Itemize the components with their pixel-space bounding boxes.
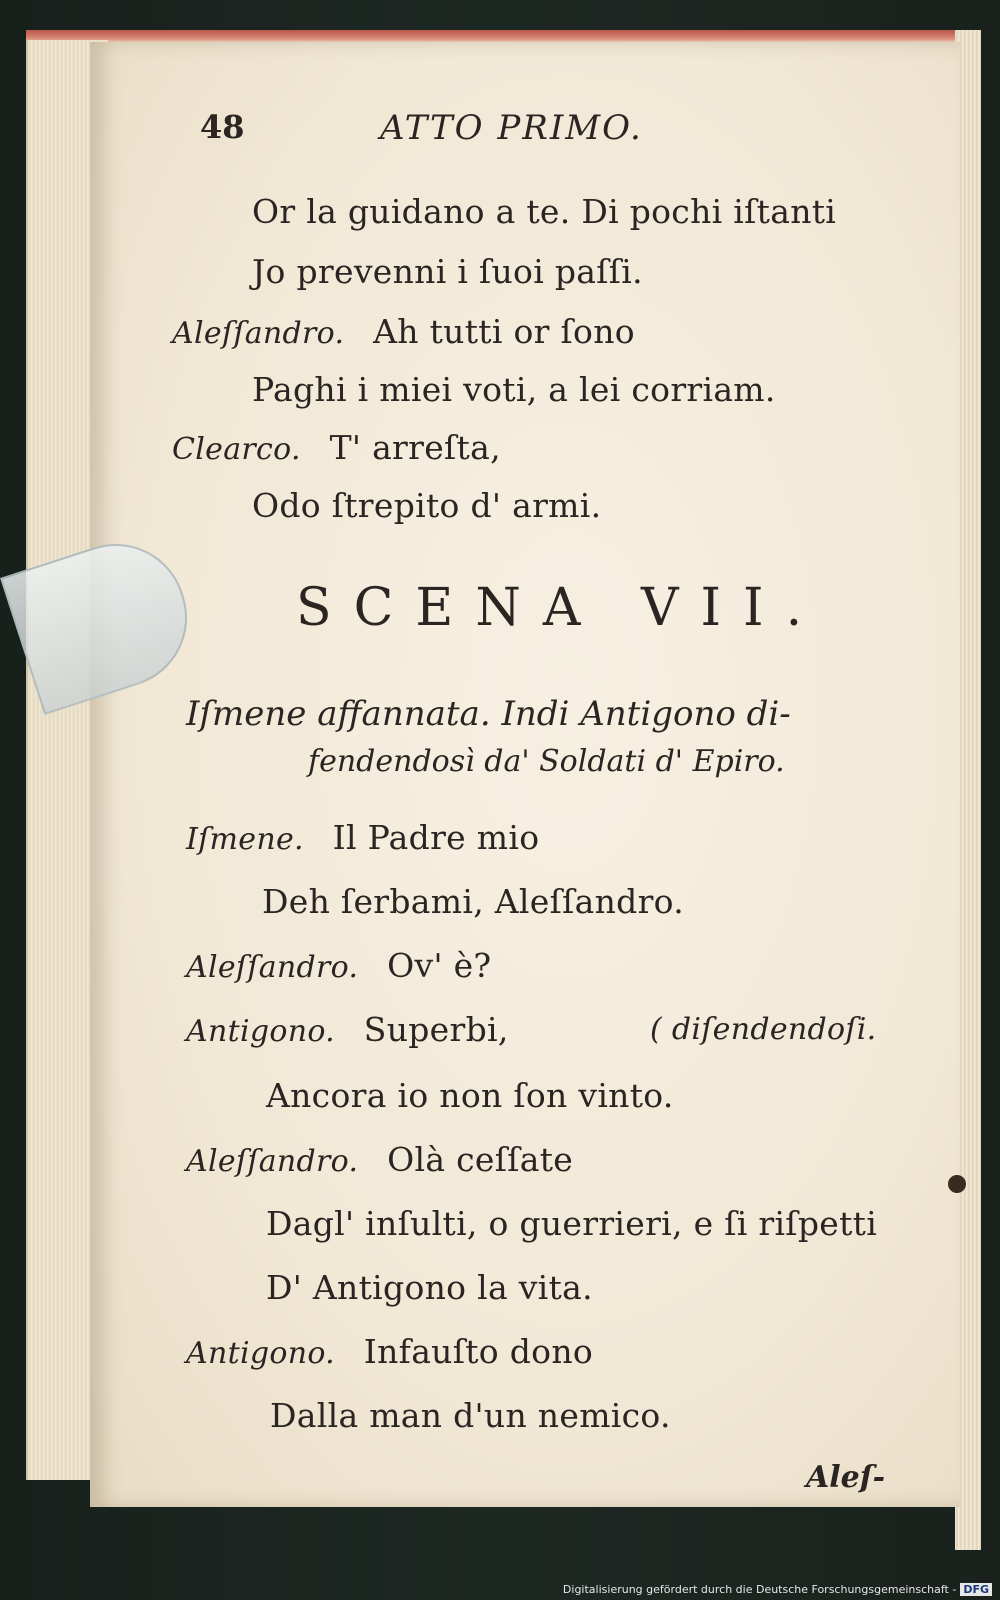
dialogue-line [186,1010,509,1049]
dialogue-line [172,428,501,467]
verse-line [270,1396,671,1435]
verse-line [252,486,601,525]
verse-text: Olà ceſſate [387,1140,574,1179]
page-number: 48 [200,108,245,146]
dialogue-line [186,1140,573,1179]
verse-text: Il Padre mio [332,818,540,857]
verse-line [266,1076,674,1115]
stage-direction: fendendosì da' Soldati d' Epiro. [308,744,785,779]
verse-line [252,370,776,409]
speaker-name: Antigono. [186,1014,335,1049]
scene-title: SCENA VII. [296,578,825,638]
verse-text: Paghi i miei voti, a lei corriam. [252,370,776,409]
page-header [200,108,680,158]
verse-text: Ov' è? [387,946,492,985]
dfg-logo: DFG [960,1583,992,1596]
verse-text: Dalla man d'un nemico. [270,1396,671,1435]
running-title: ATTO PRIMO. [380,108,643,148]
stage-aside: ( diſendendoſi. [650,1012,877,1047]
verse-line [266,1268,593,1307]
verse-text: Ah tutti or ſono [373,312,635,351]
speaker-name: Aleſſandro. [172,316,345,351]
footer-text: Digitalisierung gefördert durch die Deutsche Forschungsgemeinschaft - [562,1583,957,1596]
verse-text: Dagl' inſulti, o guerrieri, e ſi riſpetti [266,1204,878,1243]
speaker-name: Aleſſandro. [186,1144,359,1179]
dialogue-line [172,312,635,351]
verse-line [262,882,684,921]
speaker-name: Aleſſandro. [186,950,359,985]
verse-line [252,252,643,291]
verse-text: Deh ſerbami, Aleſſandro. [262,882,685,921]
verse-text: D' Antigono la vita. [266,1268,593,1307]
verse-text: Infauſto dono [363,1332,594,1371]
verse-text: T' arreſta, [329,428,501,467]
dialogue-line [186,946,491,985]
speaker-name: Iſmene. [186,822,304,857]
stage-direction: Iſmene affannata. Indi Antigono di- [186,694,791,734]
digitization-footer [563,1583,992,1596]
verse-text: Jo prevenni i ſuoi paſſi. [252,252,643,291]
verse-text: Odo ſtrepito d' armi. [252,486,602,525]
verse-text: Ancora io non ſon vinto. [266,1076,674,1115]
ink-blot [948,1175,966,1193]
verse-text: Or la guidano a te. Di pochi iſtanti [252,192,837,231]
verse-line [252,192,836,231]
dialogue-line [186,1332,593,1371]
speaker-name: Clearco. [172,432,301,467]
verse-text: Superbi, [363,1010,509,1049]
catchword: Aleſ- [806,1460,886,1495]
dialogue-line [186,818,539,857]
verse-line [266,1204,877,1243]
speaker-name: Antigono. [186,1336,335,1371]
